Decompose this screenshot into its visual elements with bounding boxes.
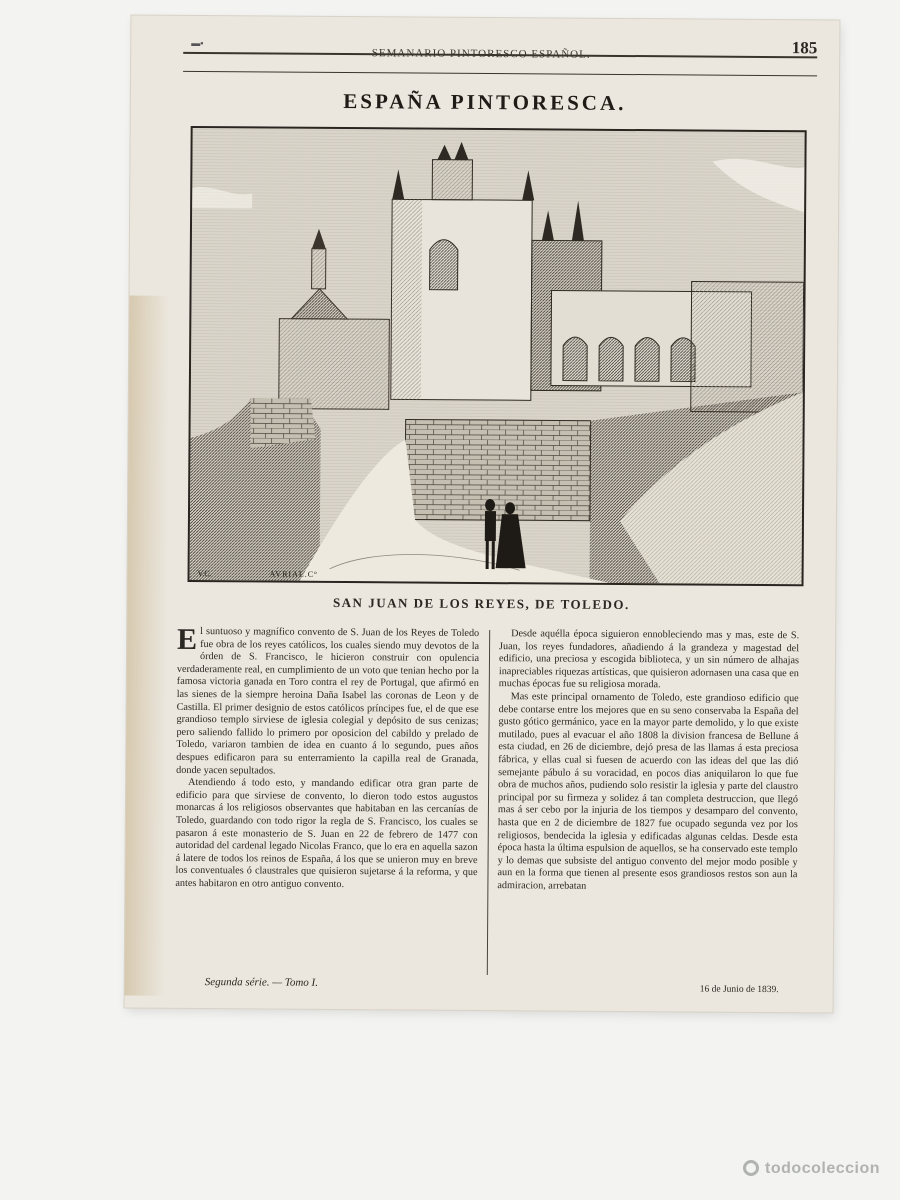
corner-mark: ▬▪: [191, 37, 204, 49]
section-title: ESPAÑA PINTORESCA.: [343, 89, 627, 115]
watermark-text: todocoleccion: [765, 1160, 880, 1177]
illustration-caption: SAN JUAN DE LOS REYES, DE TOLEDO.: [332, 594, 630, 613]
age-stain: [125, 296, 170, 996]
running-head: SEMANARIO PINTORESCO ESPAÑOL.: [371, 47, 591, 61]
paragraph: Mas este principal ornamento de Toledo, este grandioso edificio que debe contarse entre los mejores que en su seno conservaba la España del gusto gótico germánico, yace en la mayor parte demolido, y lo que existe mutilado, pues al evacuar el año 1808 la division francesa de Bellune á esta ciudad, en 26 de diciembre, dejó presa de las llamas á esta preciosa fábrica, y ellas cual si fuesen de acuerdo con las ideas del que las dió semejante pábulo á su voracidad, en pocos dias aniquilaron lo que fue obra de muchos años, pudiendo solo resistir la iglesia y parte del claustro principal por su firmeza y solidez á tan completa destruccion, que llegó mas á ser cebo por la injuria de los tiempos y desamparo del convento, hasta que en 2 de diciembre de 1827 fue ocupado segunda vez por los religiosos, bendecida la iglesia y edificadas algunas celdas. Desde esta época hasta la última espulsion de aquellos, se ha conservado este templo y lo demas que subsiste del antiguo convento del mejor modo posible y aun en la forma que tienen al presente esos grandiosos restos son aun la admiracion, arrebatan: [497, 691, 799, 892]
engraver-signature-left: V.C.: [197, 569, 212, 579]
paragraph: Desde aquélla época siguieron ennobleciendo mas y mas, este de S. Juan, los reyes fundadores, añadiendo á la grandeza y magestad del edificio, una preciosa y escogida biblioteca, y un sin número de alhajas inapreciables riquezas artísticas, que quisieron adornasen una casa que en muchas épocas fue su religiosa morada.: [498, 628, 800, 691]
newspaper-page: [125, 16, 840, 1013]
header-rule-bottom: [183, 71, 817, 76]
watermark: [743, 1160, 880, 1178]
engraver-signature-right: AVRIAL.Cº: [269, 569, 318, 579]
text-column-left: [175, 622, 480, 893]
drop-cap: E: [177, 622, 198, 657]
date-footer: 16 de Junio de 1839.: [699, 984, 779, 996]
paragraph: Atendiendo á todo esto, y mandando edificar otra gran parte de edificio para que sirviese de convento, lo dieron todo estos augustos monarcas á los religiosos observantes que habitaban en las cercanías de Toledo, guardando con todo rigor la regla de S. Francisco, los cuales se pasaron á este monasterio de S. Juan en 22 de febrero de 1477 con autoridad del cardenal legado Nicolas Franco, que lo era en aquella sazon á latere de todos los reinos de España, á los que se unieron muy en breve los conventuales ó claustrales que quisieron sujetarse á la reforma, y que antes habitaron en otro antiguo convento.: [175, 777, 479, 890]
paragraph-text: l suntuoso y magnífico convento de S. Juan de los Reyes de Toledo fue obra de los reyes católicos, los cuales siendo muy devotos de la órden de S. Francisco, le hicieron construir con opulencia verdaderamente real, en cumplimiento de un voto que tenian hecho por la famosa victoria ganada en Toro contra el rey de Portugal, que afirmó en las sienes de la siempre heroina Daña Isabel las coronas de Leon y de Castilla. El primer designio de estos católicos príncipes fue, el de que ese grandioso templo sirviese de iglesia colegial y depósito de sus cenizas; pero saliendo fallido lo primero por oposicion del cabildo y prelado de Toledo, variaron tambien de idea en cuanto á lo segundo, pues años despues edificaron para su enterramiento la capilla real de Granada, donde yacen sepultados.: [176, 626, 480, 777]
column-divider: [487, 630, 490, 975]
page-number: 185: [791, 38, 818, 58]
engraving-drawing: [190, 128, 805, 584]
watermark-logo-icon: [743, 1160, 759, 1176]
engraving-illustration: [188, 126, 807, 586]
paragraph: [176, 622, 480, 779]
volume-footer: Segunda série. — Tomo I.: [204, 976, 319, 989]
text-column-right: [497, 628, 799, 895]
